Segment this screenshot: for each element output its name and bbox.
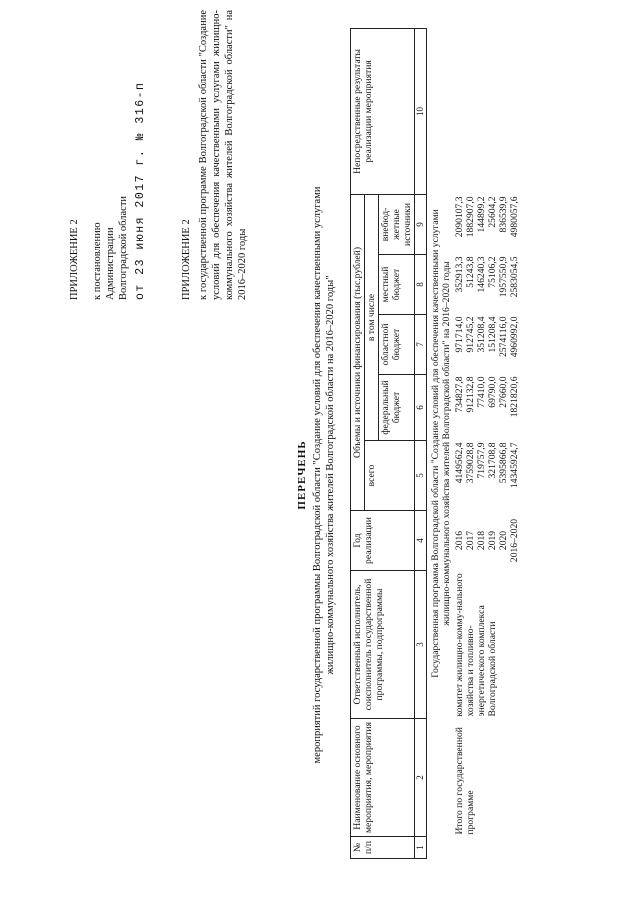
federal-list: 734827,8 912132,8 77410,0 69790,0 27660,0 1821820,6	[454, 376, 520, 418]
section-title-line-1: Государственная программа Волгоградской области "Создание условий для обеспечения качественными услугами	[430, 209, 441, 678]
regional-list: 971714,0 912745,2 351208,4 151208,4 2574116,0 4960992,0	[454, 316, 520, 358]
annex-label-2: ПРИЛОЖЕНИЕ 2	[181, 219, 192, 300]
col-number: 8	[415, 255, 427, 315]
section-title	[427, 28, 454, 858]
header-funding: Объемы и источники финансирования (тыс.рублей)	[351, 194, 365, 510]
activities-table	[350, 28, 521, 859]
header-results: Непосредственные результаты реализации мероприятия	[351, 28, 415, 194]
document-title	[296, 145, 337, 805]
local-list: 352913,3 51243,8 146240,3 75106,2 1957550,9 2583054,5	[454, 256, 520, 298]
annex-label: ПРИЛОЖЕНИЕ 2	[69, 219, 80, 300]
header-executor: Ответственный исполнитель, соисполнитель государственной программы, подпрограммы	[351, 571, 415, 719]
header-federal: федеральный бюджет	[379, 375, 415, 441]
table-row-total	[453, 28, 521, 858]
header-line-2: Администрации	[105, 227, 116, 300]
header-year: Год реализации	[351, 511, 415, 571]
header-line-1: к постановлению	[92, 222, 103, 300]
resolution-date: от 23 июня 2017 г. № 316-п	[134, 81, 147, 300]
header-including: в том числе	[365, 194, 379, 440]
header-regional: областной бюджет	[379, 315, 415, 375]
col-number: 5	[415, 441, 427, 511]
col-number: 9	[415, 194, 427, 254]
extra-list: 2090107,3 1882907,0 144899,2 25604,2 836539,9 4980057,6	[454, 196, 520, 238]
header-name: Наименование основного мероприятия, мероприятия	[351, 719, 415, 837]
year-list: 2016 2017 2018 2019 2020 2016–2020	[454, 518, 520, 563]
col-number: 3	[415, 571, 427, 719]
committee-name: комитет жилищно-комму-нального хозяйства и топливно-энергетического комплекса Волгоградской области	[454, 573, 498, 717]
col-number: 2	[415, 719, 427, 837]
header-line-3: Волгоградской области	[118, 195, 129, 300]
header-local: местный бюджет	[379, 255, 415, 315]
total-list: 4149562,4 3759028,8 719757,9 321708,8 5395866,8 14345924,7	[454, 442, 520, 489]
col-number: 6	[415, 375, 427, 441]
program-annex-text: к государственной программе Волгоградской области "Создание условий для обеспечения качественными услугами жилищно-коммунального хозяйства жителей Волгоградской области" на 2016–2020 годы	[198, 10, 248, 300]
header-num: № п/п	[351, 837, 415, 859]
col-number: 1	[415, 837, 427, 859]
col-number: 7	[415, 315, 427, 375]
header-extra: внебюд-жетные источники	[379, 194, 415, 254]
title-line-1: мероприятий государственной программы Волгоградской области "Создание условий для обеспечения качественными услугами	[312, 186, 323, 764]
title-heading: ПЕРЕЧЕНЬ	[296, 440, 308, 510]
total-label: Итого по государственной программе	[454, 727, 476, 835]
section-title-line-2: жилищно-коммунального хозяйства жителей Волгоградской области" на 2016–2020 годы	[441, 261, 452, 626]
program-annex-header	[180, 10, 249, 300]
col-number: 4	[415, 511, 427, 571]
header-total: всего	[365, 441, 415, 511]
col-number: 10	[415, 28, 427, 194]
title-line-2: жилищно-коммунального хозяйства жителей Волгоградской области на 2016–2020 годы"	[325, 275, 336, 675]
resolution-annex-header	[68, 0, 147, 300]
